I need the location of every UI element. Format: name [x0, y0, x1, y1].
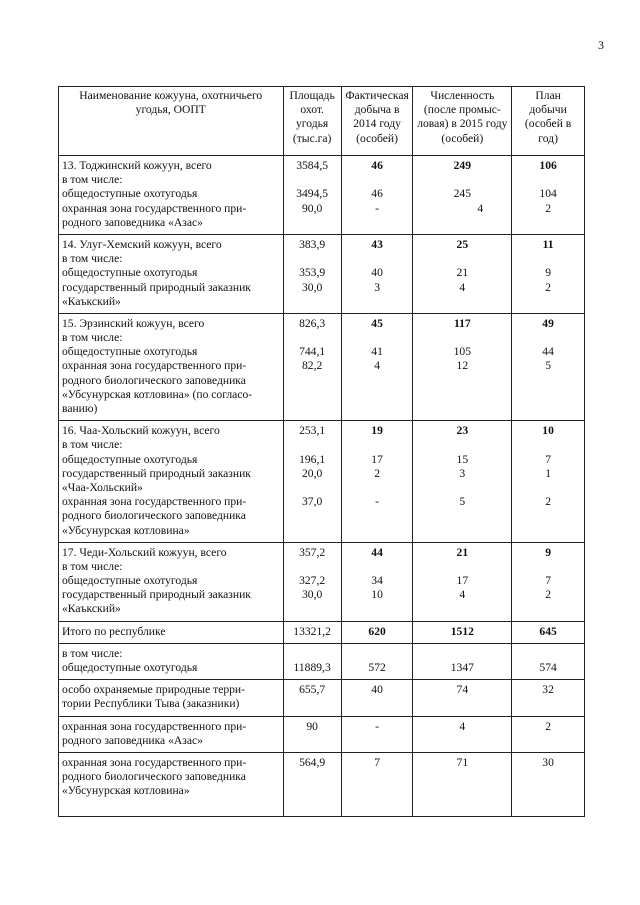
row-plan: 30 — [512, 752, 585, 816]
row-name: 14. Улуг-Хемский кожуун, всего в том числе: общедоступные охотугодья государственный природный заказник «Каъкский» — [59, 234, 284, 313]
table-row — [59, 421, 585, 543]
row-population: 25 21 4 — [413, 234, 512, 313]
row-fact: 44 34 10 — [341, 542, 413, 621]
row-area: 90 — [283, 716, 341, 752]
row-fact: 7 — [341, 752, 413, 816]
row-plan: 574 — [512, 643, 585, 679]
row-name: охранная зона государственного при- родного биологического заповедника «Убсунурская котловина» — [59, 752, 284, 816]
row-name: 16. Чаа-Хольский кожуун, всего в том числе: общедоступные охотугодья государственный природный заказник «Чаа-Хольский» охранная зона государственного при- родного биологического заповедника «Убсунурская котловина» — [59, 421, 284, 543]
row-population: 21 17 4 — [413, 542, 512, 621]
row-population: 249 245 4 — [413, 156, 512, 235]
row-fact: 45 41 4 — [341, 313, 413, 420]
table-row — [59, 752, 585, 816]
row-area: 357,2 327,2 30,0 — [283, 542, 341, 621]
row-plan: 32 — [512, 680, 585, 716]
row-name: 13. Тоджинский кожуун, всего в том числе: общедоступные охотугодья охранная зона государственного при- родного заповедника «Азас» — [59, 156, 284, 235]
row-fact: 46 46 - — [341, 156, 413, 235]
table-header-row — [59, 87, 585, 156]
row-name: 17. Чеди-Хольский кожуун, всего в том числе: общедоступные охотугодья государственный природный заказник «Каъкский» — [59, 542, 284, 621]
header-area: Площадь охот. угодья (тыс.га) — [283, 87, 341, 156]
row-area: 253,1 196,1 20,0 37,0 — [283, 421, 341, 543]
row-population: 74 — [413, 680, 512, 716]
row-area: 383,9 353,9 30,0 — [283, 234, 341, 313]
total-population: 1512 — [413, 621, 512, 643]
row-fact: 19 17 2 - — [341, 421, 413, 543]
row-fact: - — [341, 716, 413, 752]
row-name: в том числе: общедоступные охотугодья — [59, 643, 284, 679]
total-area: 13321,2 — [283, 621, 341, 643]
header-population: Численность (после промыс-ловая) в 2015 году (особей) — [413, 87, 512, 156]
row-population: 4 — [413, 716, 512, 752]
row-fact: 40 — [341, 680, 413, 716]
row-plan: 9 7 2 — [512, 542, 585, 621]
row-name: особо охраняемые природные терри- тории Республики Тыва (заказники) — [59, 680, 284, 716]
table-row — [59, 643, 585, 679]
total-fact: 620 — [341, 621, 413, 643]
row-area: 826,3 744,1 82,2 — [283, 313, 341, 420]
page-number: 3 — [598, 38, 604, 52]
row-plan: 10 7 1 2 — [512, 421, 585, 543]
hunting-quota-table — [58, 86, 585, 817]
row-fact: 43 40 3 — [341, 234, 413, 313]
row-population: 71 — [413, 752, 512, 816]
table-row — [59, 156, 585, 235]
row-area: 655,7 — [283, 680, 341, 716]
row-fact: 572 — [341, 643, 413, 679]
header-plan: План добычи (особей в год) — [512, 87, 585, 156]
row-plan: 2 — [512, 716, 585, 752]
row-plan: 49 44 5 — [512, 313, 585, 420]
row-area: 564,9 — [283, 752, 341, 816]
total-plan: 645 — [512, 621, 585, 643]
row-population: 23 15 3 5 — [413, 421, 512, 543]
total-name: Итого по республике — [59, 621, 284, 643]
table-row-total — [59, 621, 585, 643]
table-row — [59, 680, 585, 716]
row-name: охранная зона государственного при- родного заповедника «Азас» — [59, 716, 284, 752]
row-plan: 11 9 2 — [512, 234, 585, 313]
row-plan: 106 104 2 — [512, 156, 585, 235]
row-population: 1347 — [413, 643, 512, 679]
row-area: 3584,5 3494,5 90,0 — [283, 156, 341, 235]
table-row — [59, 542, 585, 621]
table-row — [59, 234, 585, 313]
table-row — [59, 313, 585, 420]
row-area: 11889,3 — [283, 643, 341, 679]
table-row — [59, 716, 585, 752]
header-fact: Фактическая добыча в 2014 году (особей) — [341, 87, 413, 156]
row-name: 15. Эрзинский кожуун, всего в том числе: общедоступные охотугодья охранная зона государственного при- родного биологического заповедника «Убсунурская котловина» (по согласо- ванию) — [59, 313, 284, 420]
header-name: Наименование кожууна, охотничьего угодья, ООПТ — [59, 87, 284, 156]
row-population: 117 105 12 — [413, 313, 512, 420]
